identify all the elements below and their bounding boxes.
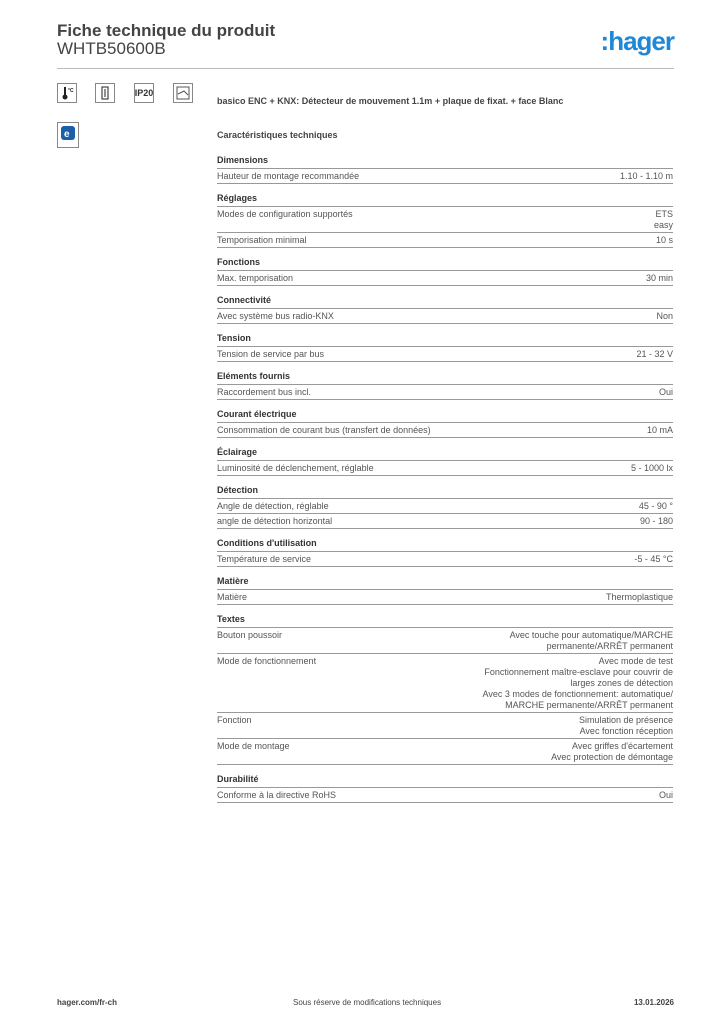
spec-label: angle de détection horizontal [217, 516, 333, 526]
spec-value: Oui [658, 790, 673, 800]
product-code: WHTB50600B [57, 39, 166, 58]
spec-value: ETS easy [653, 209, 673, 230]
spec-label: Hauteur de montage recommandée [217, 171, 360, 181]
spec-section-title: Réglages [217, 192, 673, 207]
spec-value: 21 - 32 V [636, 349, 673, 359]
section-heading: Caractéristiques techniques [217, 130, 338, 140]
spec-section-title: Textes [217, 613, 673, 628]
spec-section [217, 773, 673, 803]
spec-label: Modes de configuration supportés [217, 209, 353, 219]
spec-value: Oui [658, 387, 673, 397]
spec-label: Luminosité de déclenchement, réglable [217, 463, 374, 473]
spec-label: Raccordement bus incl. [217, 387, 312, 397]
spec-row [217, 499, 673, 514]
spec-value: 90 - 180 [639, 516, 673, 526]
spec-label: Bouton poussoir [217, 630, 283, 640]
spec-section-title: Durabilité [217, 773, 673, 788]
spec-label: Matière [217, 592, 248, 602]
spec-value: Thermoplastique [605, 592, 673, 602]
hager-logo: :hager [600, 26, 674, 56]
spec-row [217, 423, 673, 438]
spec-row [217, 461, 673, 476]
spec-section [217, 370, 673, 400]
footer-website[interactable]: hager.com/fr-ch [57, 998, 118, 1007]
spec-section [217, 446, 673, 476]
spec-section-title: Matière [217, 575, 673, 590]
energy-label-icon [57, 122, 79, 148]
height-icon [173, 83, 193, 103]
spec-value: 5 - 1000 lx [630, 463, 673, 473]
spec-row [217, 233, 673, 248]
spec-section-title: Courant électrique [217, 408, 673, 423]
spec-section [217, 537, 673, 567]
spec-section [217, 294, 673, 324]
spec-value: 45 - 90 ° [638, 501, 673, 511]
spec-section [217, 575, 673, 605]
spec-section-title: Fonctions [217, 256, 673, 271]
spec-row [217, 169, 673, 184]
spec-section-title: Éclairage [217, 446, 673, 461]
spec-value: Avec touche pour automatique/MARCHE permanente/ARRÊT permanent [509, 630, 673, 651]
spec-section-title: Connectivité [217, 294, 673, 309]
spec-section [217, 256, 673, 286]
spec-value: 10 mA [646, 425, 673, 435]
spec-label: Mode de fonctionnement [217, 656, 317, 666]
spec-value: Avec mode de test Fonctionnement maître-esclave pour couvrir de larges zones de détection Avec 3 modes de fonctionnement: automatique/ MARCHE permanente/ARRÊT permanent [482, 656, 673, 710]
spec-row [217, 385, 673, 400]
spec-label: Consommation de courant bus (transfert de données) [217, 425, 431, 435]
footer-note: Sous réserve de modifications techniques [293, 998, 442, 1007]
spec-row [217, 271, 673, 286]
spec-section-title: Eléments fournis [217, 370, 673, 385]
spec-value: 10 s [655, 235, 673, 245]
mounting-icon [95, 83, 115, 103]
footer-date: 13.01.2026 [633, 998, 674, 1007]
spec-row [217, 347, 673, 362]
spec-row [217, 207, 673, 233]
spec-section [217, 613, 673, 765]
specs-table [217, 154, 673, 811]
spec-label: Conforme à la directive RoHS [217, 790, 337, 800]
ip20-icon: IP20 [134, 83, 154, 103]
spec-section-title: Détection [217, 484, 673, 499]
spec-row [217, 309, 673, 324]
spec-label: Max. temporisation [217, 273, 294, 283]
spec-section [217, 192, 673, 248]
header-divider [57, 68, 674, 69]
spec-section [217, 484, 673, 529]
spec-row [217, 590, 673, 605]
spec-row [217, 788, 673, 803]
spec-section-title: Conditions d'utilisation [217, 537, 673, 552]
spec-label: Temporisation minimal [217, 235, 307, 245]
spec-row [217, 654, 673, 713]
spec-value: Avec griffes d'écartement Avec protection de démontage [551, 741, 673, 762]
svg-text:°C: °C [68, 88, 74, 94]
spec-value: 1.10 - 1.10 m [619, 171, 673, 181]
spec-value: Non [656, 311, 673, 321]
spec-label: Mode de montage [217, 741, 290, 751]
spec-section [217, 154, 673, 184]
spec-label: Température de service [217, 554, 312, 564]
spec-value: Simulation de présence Avec fonction réception [578, 715, 673, 736]
spec-label: Tension de service par bus [217, 349, 325, 359]
spec-section [217, 332, 673, 362]
spec-label: Angle de détection, réglable [217, 501, 329, 511]
spec-row [217, 552, 673, 567]
spec-value: -5 - 45 °C [634, 554, 673, 564]
spec-row [217, 739, 673, 765]
product-description: basico ENC + KNX: Détecteur de mouvement 1.1m + plaque de fixat. + face Blanc [217, 96, 564, 106]
spec-section-title: Tension [217, 332, 673, 347]
spec-row [217, 713, 673, 739]
svg-text:e: e [64, 129, 70, 140]
spec-value: 30 min [645, 273, 673, 283]
spec-label: Avec système bus radio-KNX [217, 311, 334, 321]
spec-section-title: Dimensions [217, 154, 673, 169]
temperature-icon [57, 83, 77, 103]
page-title: Fiche technique du produit [57, 21, 276, 40]
spec-section [217, 408, 673, 438]
spec-row [217, 628, 673, 654]
spec-row [217, 514, 673, 529]
spec-label: Fonction [217, 715, 252, 725]
